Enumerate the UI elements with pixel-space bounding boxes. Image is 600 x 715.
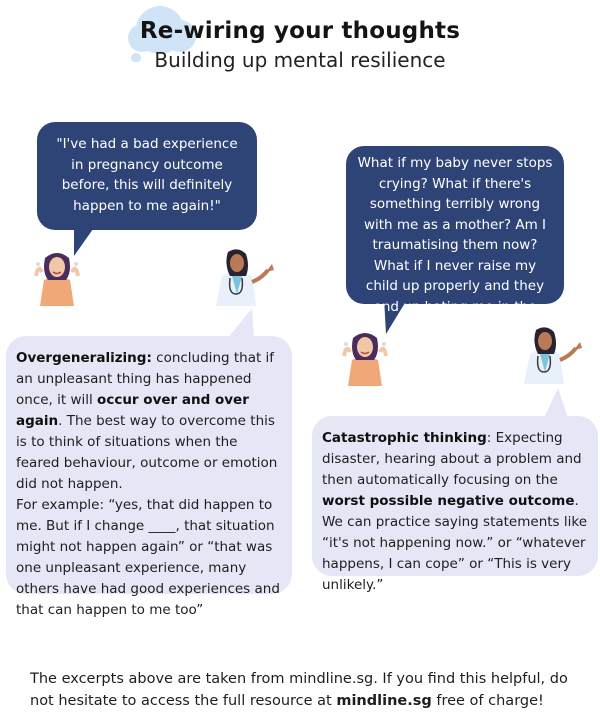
card-text: concluding that if an unpleasant thing has happened once, it will [16, 350, 275, 408]
overgeneralizing-card [6, 336, 292, 618]
worried-mother-illustration [30, 250, 84, 306]
emphasis-text: occur over and over again [16, 392, 249, 429]
footer-text: free of charge! [431, 693, 544, 709]
worried-mother-illustration [338, 330, 392, 386]
resource-link[interactable]: mindline.sg [336, 693, 432, 709]
speech-text: "I've had a bad experience in pregnancy outcome before, this will definitely happen to me again!" [56, 136, 238, 214]
card-text: . We can practice saying statements like “it's not happening now.” or “whatever happens, I can cope” or “This is very unlikely.” [322, 493, 588, 593]
page-title: Re-wiring your thoughts [139, 18, 461, 44]
footer-note [30, 668, 575, 712]
speech-text: What if my baby never stops crying? What if there's something terribly wrong with me as a mother? Am I traumatising them now? What if I never raise my child up properly and they end up hating me in the future?" [357, 155, 553, 335]
card-text: . The best way to overcome this is to think of situations when the feared behaviour, outcome or emotion did not happen. [16, 413, 278, 492]
card-text: : Expecting disaster, hearing about a problem and then automatically focusing on the [322, 430, 582, 488]
example-text: For example: “yes, that did happen to me. But if I change ____, that situation might not happen again” or “that was one unpleasant experience, many others have had good experiences and that can happen to me too” [16, 497, 280, 618]
doctor-illustration [206, 248, 278, 306]
page-subtitle: Building up mental resilience [154, 48, 446, 72]
speech-bubble-catastrophic [346, 146, 564, 335]
catastrophic-thinking-card [312, 416, 598, 593]
term-label: Overgeneralizing: [16, 350, 152, 366]
emphasis-text: worst possible negative outcome [322, 493, 575, 509]
speech-bubble-overgeneralizing [37, 122, 257, 230]
term-label: Catastrophic thinking [322, 430, 487, 446]
doctor-illustration [514, 326, 586, 384]
footer-text: The excerpts above are taken from mindline.sg. If you find this helpful, do not hesitate to access the full resource at [30, 671, 568, 709]
